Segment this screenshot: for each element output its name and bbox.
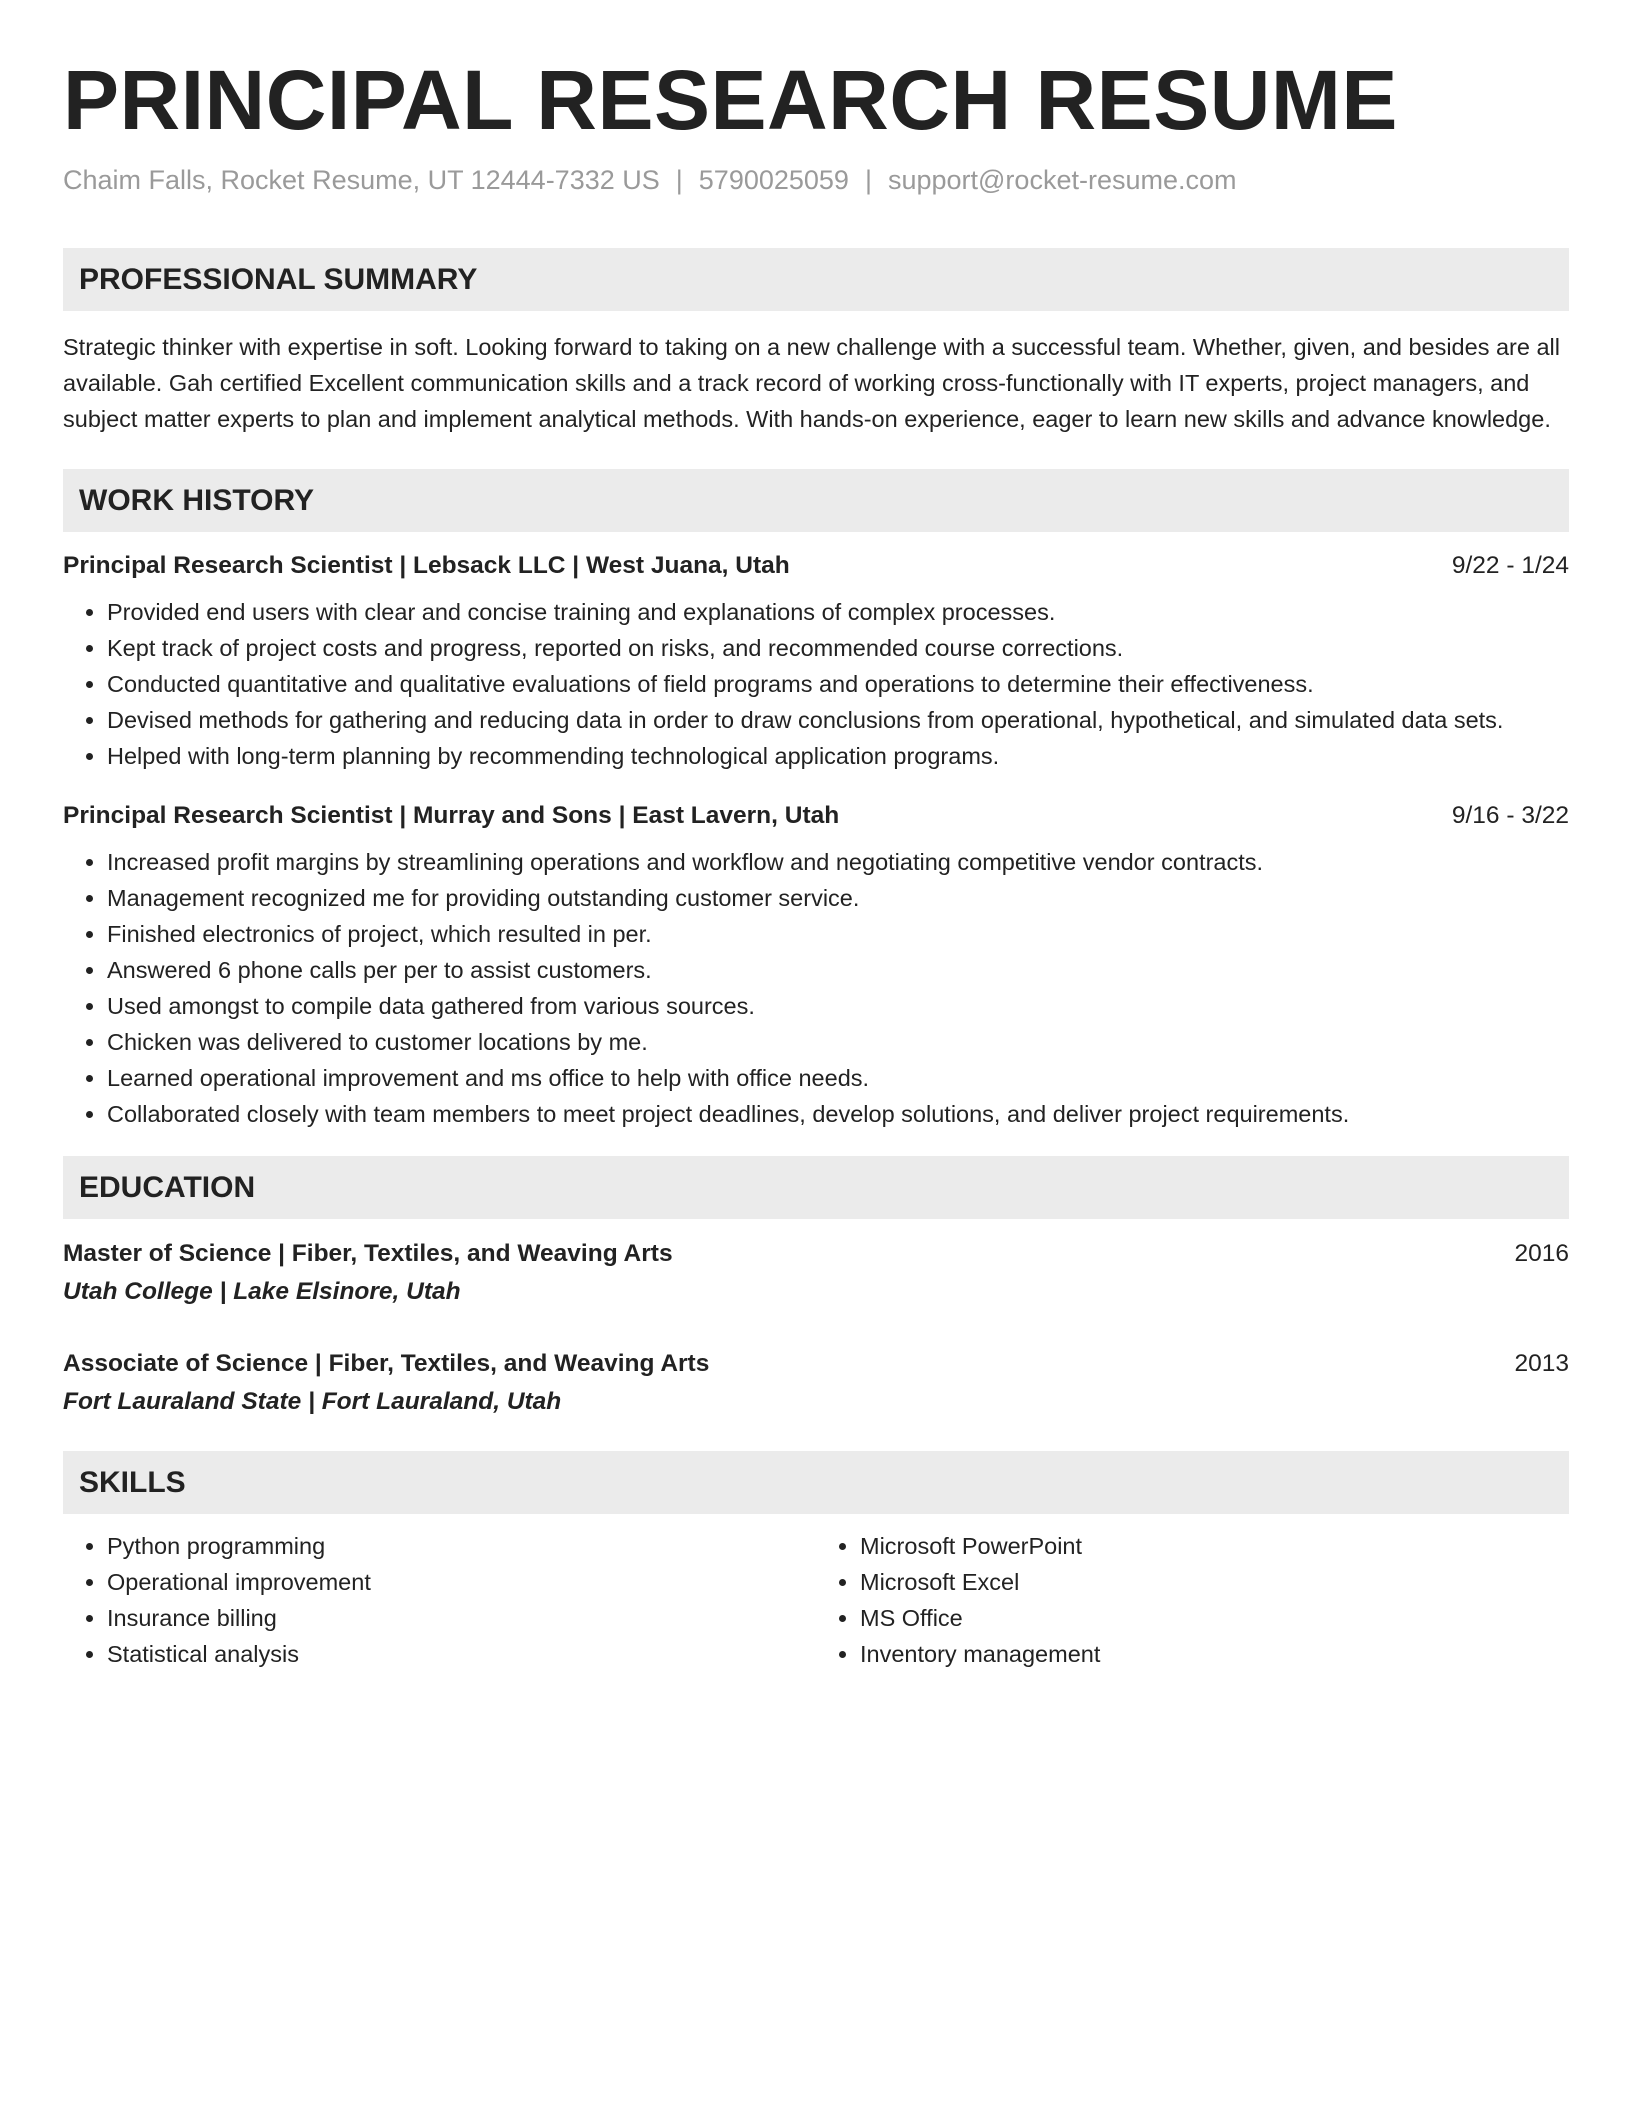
contact-address: Chaim Falls, Rocket Resume, UT 12444-7332 US bbox=[63, 164, 660, 195]
education-header bbox=[63, 1345, 1569, 1383]
job-bullet: • Kept track of project costs and progress, reported on risks, and recommended course corrections. bbox=[107, 630, 1569, 666]
skill-item: • Python programming bbox=[107, 1528, 816, 1564]
education-school: Utah College | Lake Elsinore, Utah bbox=[63, 1277, 461, 1305]
education-header bbox=[63, 1235, 1569, 1273]
skills-column-right bbox=[816, 1528, 1569, 1672]
skill-item: • Insurance billing bbox=[107, 1600, 816, 1636]
job-header bbox=[63, 548, 1569, 584]
skills-column-left bbox=[63, 1528, 816, 1672]
job-entry bbox=[63, 798, 1569, 1132]
job-bullet: • Increased profit margins by streamlining operations and workflow and negotiating competitive vendor contracts. bbox=[107, 844, 1569, 880]
skills-list bbox=[63, 1528, 1569, 1672]
contact-line bbox=[63, 165, 1569, 196]
summary-heading: PROFESSIONAL SUMMARY bbox=[63, 248, 1569, 311]
job-bullets bbox=[63, 594, 1569, 774]
contact-email: support@rocket-resume.com bbox=[887, 164, 1237, 195]
job-bullet: • Collaborated closely with team members to meet project deadlines, develop solutions, and deliver project requirements. bbox=[107, 1096, 1569, 1132]
job-bullet: • Management recognized me for providing outstanding customer service. bbox=[107, 880, 1569, 916]
skill-item: • MS Office bbox=[860, 1600, 1569, 1636]
education-heading: EDUCATION bbox=[63, 1156, 1569, 1219]
work-history-heading: WORK HISTORY bbox=[63, 469, 1569, 532]
skill-item: • Microsoft Excel bbox=[860, 1564, 1569, 1600]
contact-separator: | bbox=[864, 164, 872, 195]
job-dates: 9/16 - 3/22 bbox=[1451, 801, 1569, 829]
skills-heading: SKILLS bbox=[63, 1451, 1569, 1514]
job-title: Principal Research Scientist | Lebsack LLC | West Juana, Utah bbox=[63, 551, 790, 579]
education-year: 2013 bbox=[1514, 1349, 1569, 1377]
job-header bbox=[63, 798, 1569, 834]
job-bullet: • Provided end users with clear and concise training and explanations of complex processes. bbox=[107, 594, 1569, 630]
contact-separator: | bbox=[675, 164, 683, 195]
job-bullet: • Conducted quantitative and qualitative evaluations of field programs and operations to determine their effectiveness. bbox=[107, 666, 1569, 702]
skill-item: • Operational improvement bbox=[107, 1564, 816, 1600]
summary-text: Strategic thinker with expertise in soft. Looking forward to taking on a new challenge with a successful team. Whether, given, and besides are all available. Gah certified Excellent communication skills and a track record of working cross-functionally with IT experts, project managers, and subject matter experts to plan and implement analytical methods. With hands-on experience, eager to learn new skills and advance knowledge. bbox=[63, 333, 1560, 432]
education-entry bbox=[63, 1235, 1569, 1311]
education-entry bbox=[63, 1345, 1569, 1421]
job-bullet: • Answered 6 phone calls per per to assist customers. bbox=[107, 952, 1569, 988]
skill-item: • Statistical analysis bbox=[107, 1636, 816, 1672]
job-bullet: • Helped with long-term planning by recommending technological application programs. bbox=[107, 738, 1569, 774]
contact-phone: 5790025059 bbox=[698, 164, 849, 195]
job-title: Principal Research Scientist | Murray and Sons | East Lavern, Utah bbox=[63, 801, 840, 829]
job-bullet: • Used amongst to compile data gathered from various sources. bbox=[107, 988, 1569, 1024]
skill-item: • Inventory management bbox=[860, 1636, 1569, 1672]
job-dates: 9/22 - 1/24 bbox=[1451, 551, 1569, 579]
job-entry bbox=[63, 548, 1569, 774]
education-year: 2016 bbox=[1514, 1239, 1569, 1267]
job-bullet: • Learned operational improvement and ms office to help with office needs. bbox=[107, 1060, 1569, 1096]
resume-title: PRINCIPAL RESEARCH RESUME bbox=[63, 53, 1398, 147]
education-school: Fort Lauraland State | Fort Lauraland, Utah bbox=[63, 1387, 562, 1415]
education-degree: Associate of Science | Fiber, Textiles, and Weaving Arts bbox=[63, 1349, 710, 1377]
job-bullets bbox=[63, 844, 1569, 1132]
skill-item: • Microsoft PowerPoint bbox=[860, 1528, 1569, 1564]
education-degree: Master of Science | Fiber, Textiles, and Weaving Arts bbox=[63, 1239, 673, 1267]
job-bullet: • Chicken was delivered to customer locations by me. bbox=[107, 1024, 1569, 1060]
job-bullet: • Finished electronics of project, which resulted in per. bbox=[107, 916, 1569, 952]
job-bullet: • Devised methods for gathering and reducing data in order to draw conclusions from operational, hypothetical, and simulated data sets. bbox=[107, 702, 1569, 738]
